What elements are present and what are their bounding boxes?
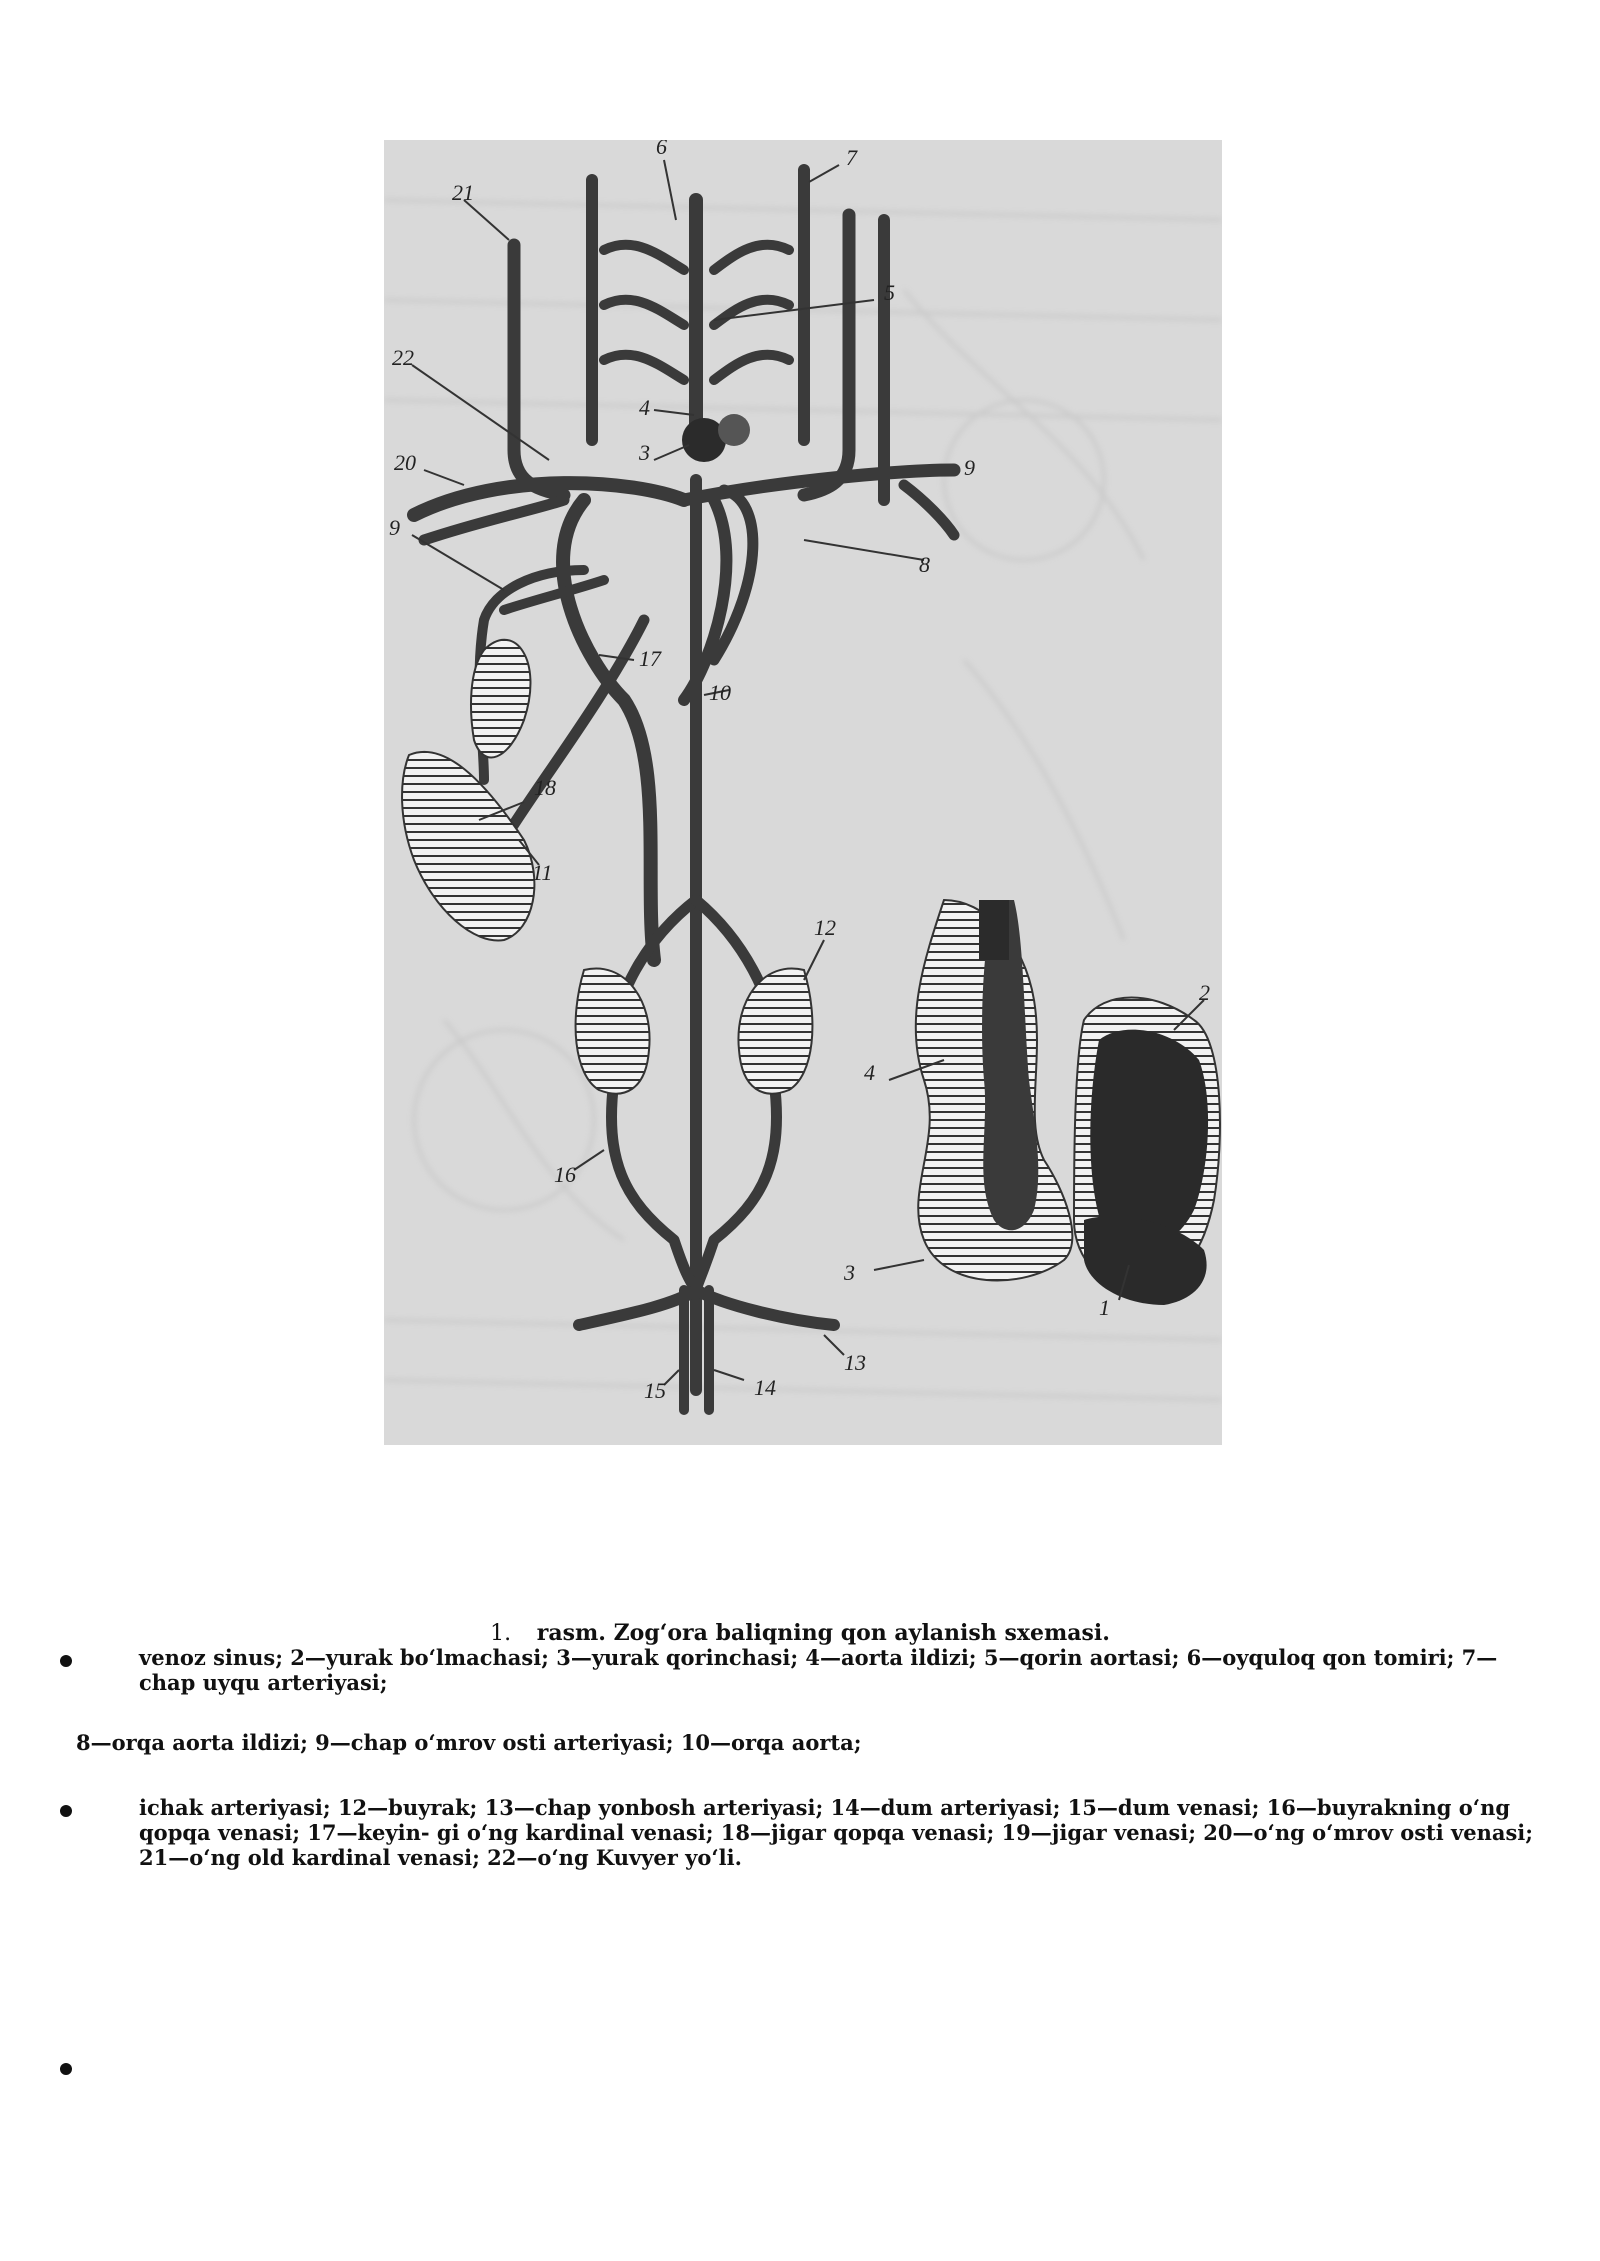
svg-text:8: 8 <box>919 552 930 577</box>
legend-line-2: 8—orqa aorta ildizi; 9—chap o‘mrov osti arteriyasi; 10—orqa aorta; <box>76 1730 862 1755</box>
svg-text:15: 15 <box>644 1378 666 1403</box>
svg-text:3: 3 <box>639 440 650 465</box>
svg-text:22: 22 <box>392 345 414 370</box>
svg-text:4: 4 <box>639 395 650 420</box>
svg-text:18: 18 <box>534 775 556 800</box>
svg-text:12: 12 <box>814 915 836 940</box>
svg-text:16: 16 <box>554 1162 576 1187</box>
bullet-icon <box>60 1655 72 1667</box>
svg-text:10: 10 <box>709 680 731 705</box>
caption-number: 1. <box>490 1621 512 1646</box>
svg-text:13: 13 <box>844 1350 866 1375</box>
bullet-icon <box>60 2063 72 2075</box>
legend-item-1: venoz sinus; 2—yurak bo‘lmachasi; 3—yurak qorinchasi; 4—aorta ildizi; 5—qorin aortasi; 6—oyquloq qon tomiri; 7—chap uyqu arteriyasi; <box>139 1645 1498 1695</box>
svg-text:9: 9 <box>964 455 975 480</box>
svg-text:6: 6 <box>656 140 667 159</box>
svg-text:14: 14 <box>754 1375 776 1400</box>
svg-text:21: 21 <box>452 180 474 205</box>
svg-text:17: 17 <box>639 646 661 671</box>
legend-item-3: ichak arteriyasi; 12—buyrak; 13—chap yonbosh arteriyasi; 14—dum arteriyasi; 15—dum venasi; 16—buyrakning o‘ng qopqa venasi; 17—keyin- gi o‘ng kardinal venasi; 18—jigar qopqa venasi; 19—jigar venasi; 20—o‘ng o‘mrov osti venasi; 21—o‘ng old kardinal venasi; 22—o‘ng Kuvyer yo‘li. <box>139 1795 1534 1870</box>
svg-text:1: 1 <box>1099 1295 1110 1320</box>
figure-caption <box>0 1620 1600 1646</box>
svg-text:3: 3 <box>844 1260 855 1285</box>
svg-text:20: 20 <box>394 450 416 475</box>
svg-text:9: 9 <box>389 515 400 540</box>
circulation-diagram-image <box>384 140 1222 1445</box>
bullet-icon <box>60 1805 72 1817</box>
svg-text:7: 7 <box>846 145 857 170</box>
svg-text:5: 5 <box>884 280 895 305</box>
svg-text:2: 2 <box>1199 980 1210 1005</box>
svg-text:11: 11 <box>532 860 553 885</box>
caption-text: rasm. Zog‘ora baliqning qon aylanish sxemasi. <box>536 1620 1110 1646</box>
svg-text:4: 4 <box>864 1060 875 1085</box>
